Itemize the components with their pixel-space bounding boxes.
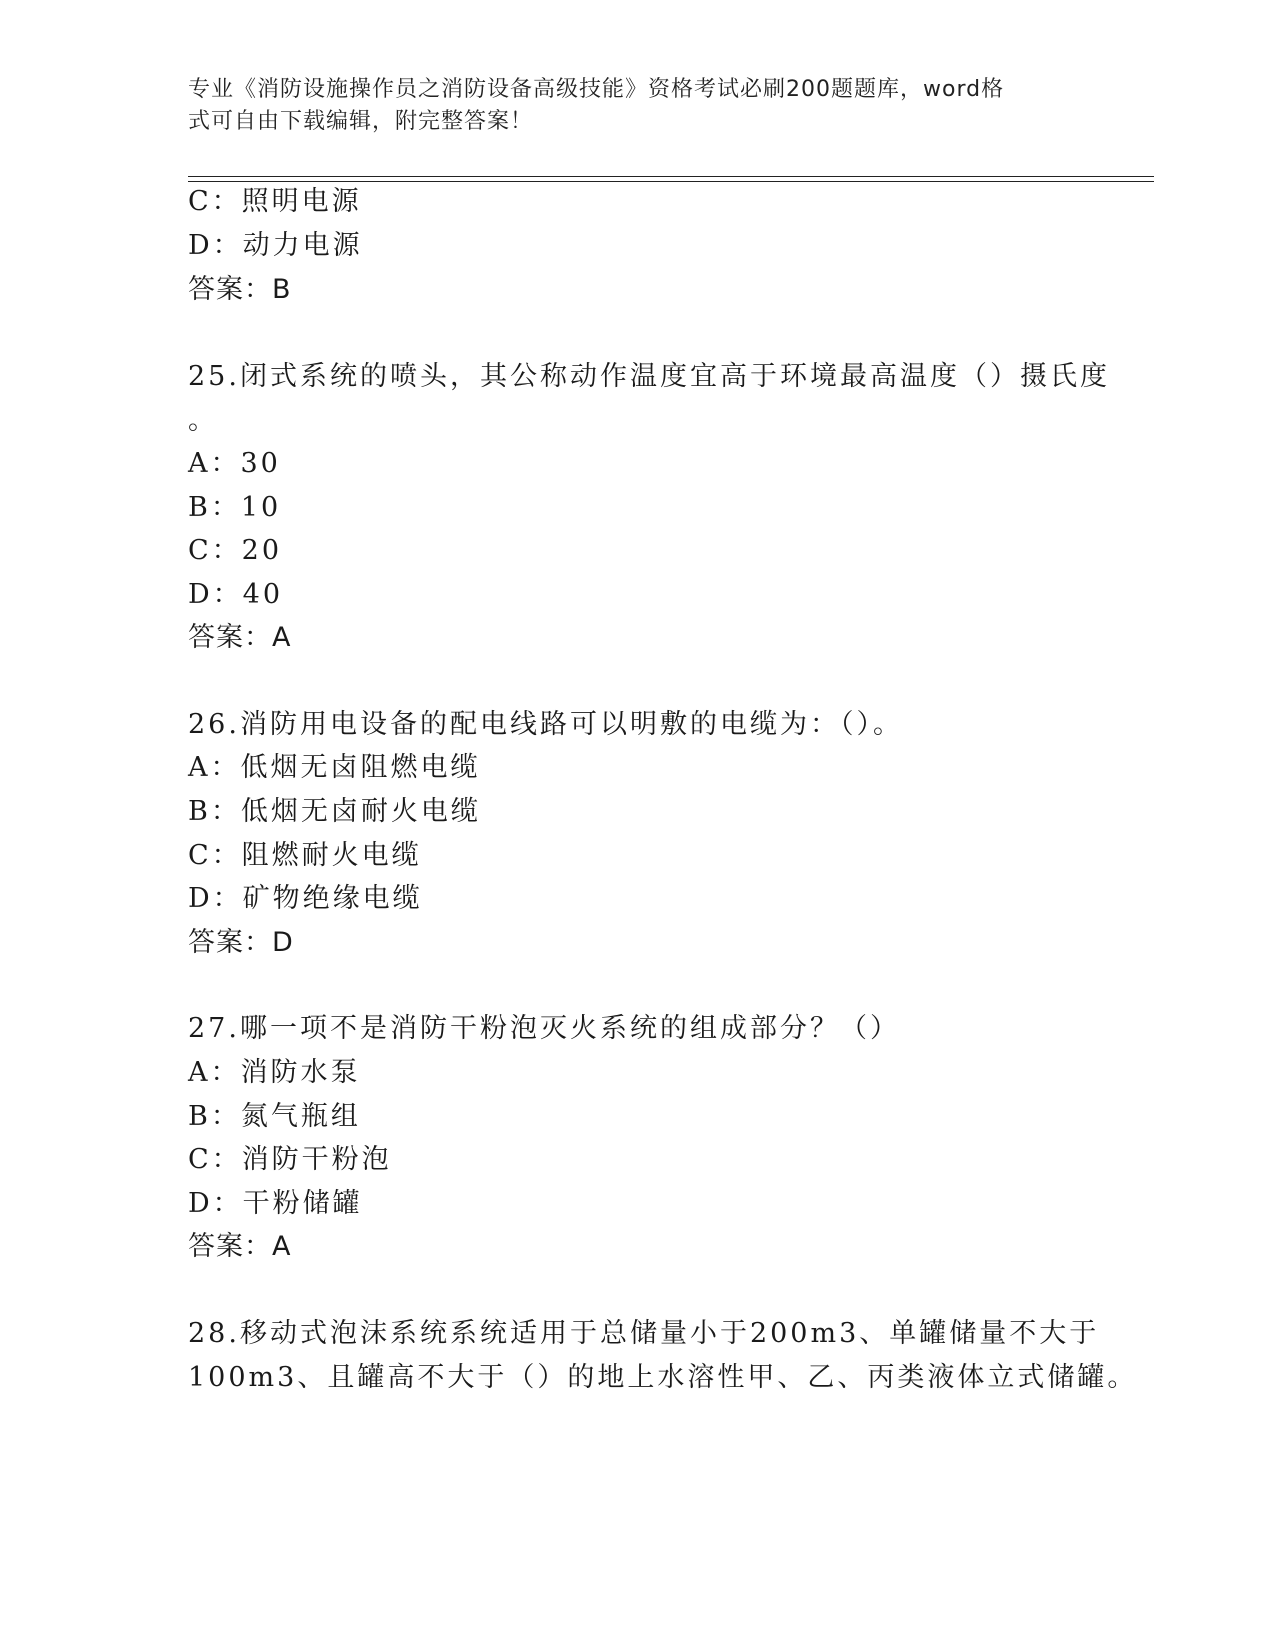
header-divider-top [188, 176, 1154, 177]
q26-option-a: A：低烟无卤阻燃电缆 [188, 752, 481, 783]
q26-answer: 答案：D [188, 927, 294, 958]
q26-option-c: C：阻燃耐火电缆 [188, 840, 422, 871]
header-line-1: 专业《消防设施操作员之消防设备高级技能》资格考试必刷200题题库，word格 [188, 77, 1005, 102]
header-line-2: 式可自由下载编辑，附完整答案！ [188, 109, 534, 134]
q28-stem-line-2: 100m3、且罐高不大于（）的地上水溶性甲、乙、丙类液体立式储罐。 [188, 1362, 1138, 1393]
q25-option-d: D：40 [188, 579, 284, 610]
q27-option-d: D：干粉储罐 [188, 1188, 363, 1219]
q27-option-a: A：消防水泵 [188, 1057, 361, 1088]
document-header [188, 74, 1078, 138]
q26-option-b: B：低烟无卤耐火电缆 [188, 796, 481, 827]
q25-option-c: C：20 [188, 535, 283, 566]
q26-option-d: D：矿物绝缘电缆 [188, 883, 423, 914]
q27-option-c: C：消防干粉泡 [188, 1144, 392, 1175]
q25-option-a: A：30 [188, 448, 281, 479]
q28-stem-line-1: 28.移动式泡沫系统系统适用于总储量小于200m3、单罐储量不大于 [188, 1318, 1100, 1349]
q27-option-b: B：氮气瓶组 [188, 1101, 361, 1132]
q27-answer: 答案：A [188, 1231, 292, 1262]
q25-stem-line-2: 。 [188, 405, 218, 436]
q27-stem: 27.哪一项不是消防干粉泡灭火系统的组成部分？（） [188, 1013, 900, 1044]
prev-option-d: D：动力电源 [188, 230, 363, 261]
q25-option-b: B：10 [188, 492, 282, 523]
q25-stem-line-1: 25.闭式系统的喷头，其公称动作温度宜高于环境最高温度（）摄氏度 [188, 361, 1110, 392]
q26-stem: 26.消防用电设备的配电线路可以明敷的电缆为：（）。 [188, 709, 903, 740]
prev-answer: 答案：B [188, 274, 292, 305]
q25-answer: 答案：A [188, 622, 292, 653]
prev-option-c: C：照明电源 [188, 186, 362, 217]
header-divider-bottom [188, 181, 1154, 182]
